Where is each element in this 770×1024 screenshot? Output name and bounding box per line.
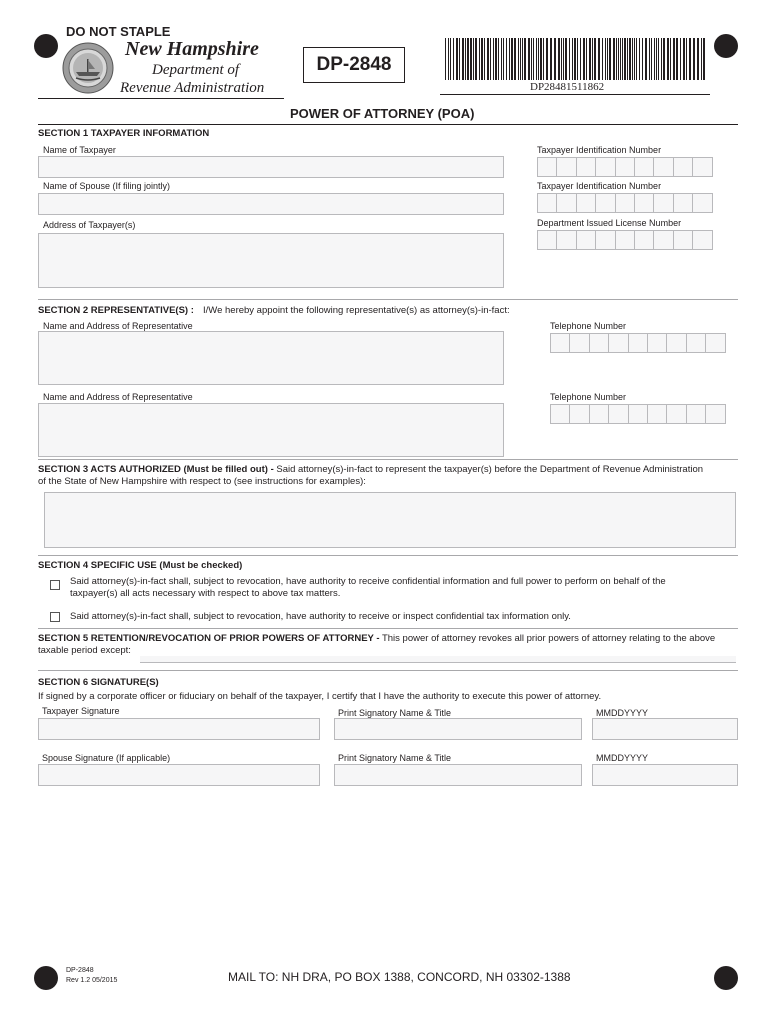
registration-mark-bottom-left [34,966,58,990]
registration-mark-top-right [714,34,738,58]
specific-use-inspect-text: Said attorney(s)-in-fact shall, subject to revocation, have authority to receive or inspect confidential tax information only. [70,611,571,622]
prior-poa-exception-field[interactable] [140,656,736,663]
department-line-1: Department of [152,62,240,78]
section-3-line-1: Said attorney(s)-in-fact to represent the taxpayer(s) before the Department of Revenue Administration [276,464,704,475]
barcode-rule [440,94,710,95]
registration-mark-top-left [34,34,58,58]
rep2-name-address-field[interactable] [38,403,504,457]
section-2-divider [38,459,738,460]
state-seal-icon [62,42,114,94]
barcode [445,38,707,80]
form-number: DP-2848 [316,54,392,75]
taxpayer-name-field[interactable] [38,156,504,178]
section-5-heading: SECTION 5 RETENTION/REVOCATION OF PRIOR POWERS OF ATTORNEY - [38,633,380,644]
address-label: Address of Taxpayer(s) [43,220,136,230]
print-name-2-label: Print Signatory Name & Title [338,753,452,763]
specific-use-full-checkbox[interactable] [50,580,60,590]
acts-authorized-field[interactable] [44,492,736,548]
spouse-tin-label: Taxpayer Identification Number [537,181,662,191]
taxpayer-tin-field[interactable] [537,157,712,177]
print-name-1-label: Print Signatory Name & Title [338,708,452,718]
spouse-name-label: Name of Spouse (If filing jointly) [43,181,171,191]
print-name-1-field[interactable] [334,718,582,740]
option-1-line-2: taxpayer(s) all acts necessary with respect to above tax matters. [70,588,341,599]
print-name-2-field[interactable] [334,764,582,786]
taxpayer-name-label: Name of Taxpayer [43,145,116,155]
section-3-heading: SECTION 3 ACTS AUTHORIZED (Must be filled out) - [38,464,274,475]
rep1-phone-field[interactable] [550,333,725,353]
section-2-heading: SECTION 2 REPRESENTATIVE(S) : [38,305,194,316]
footer-revision: Rev 1.2 05/2015 [66,977,118,984]
spouse-tin-field[interactable] [537,193,712,213]
section-5-divider [38,670,738,671]
taxpayer-signature-label: Taxpayer Signature [42,706,120,716]
department-line-2: Revenue Administration [120,80,265,96]
date-1-field[interactable] [592,718,738,740]
date-2-field[interactable] [592,764,738,786]
section-6-heading: SECTION 6 SIGNATURE(S) [38,677,159,688]
state-name: New Hampshire [125,38,259,60]
section-1-heading: SECTION 1 TAXPAYER INFORMATION [38,128,210,139]
date-2-label: MMDDYYYY [596,753,649,763]
address-field[interactable] [38,233,504,288]
mail-to-address: MAIL TO: NH DRA, PO BOX 1388, CONCORD, NH 03302-1388 [228,970,571,984]
section-4-heading: SECTION 4 SPECIFIC USE (Must be checked) [38,560,243,571]
rep1-label: Name and Address of Representative [43,321,193,331]
title-rule [38,124,738,125]
form-title: POWER OF ATTORNEY (POA) [290,106,475,121]
rep1-name-address-field[interactable] [38,331,504,385]
license-number-label: Department Issued License Number [537,218,682,228]
section-3-text [38,464,743,488]
spouse-name-field[interactable] [38,193,504,215]
rep2-phone-field[interactable] [550,404,725,424]
registration-mark-bottom-right [714,966,738,990]
rep1-phone-label: Telephone Number [550,321,627,331]
header-rule [38,98,284,99]
taxpayer-signature-field[interactable] [38,718,320,740]
barcode-number: DP28481511862 [530,81,605,93]
section-5-line-1: This power of attorney revokes all prior powers of attorney relating to the above [381,633,716,644]
specific-use-inspect-checkbox[interactable] [50,612,60,622]
section-5-text [38,633,743,657]
specific-use-full-text [70,576,740,600]
section-6-certify: If signed by a corporate officer or fiduciary on behalf of the taxpayer, I certify that I have the authority to execute this power of attorney. [38,691,602,702]
license-number-field[interactable] [537,230,712,250]
section-3-divider [38,555,738,556]
form-number-box [303,47,405,83]
section-1-divider [38,299,738,300]
date-1-label: MMDDYYYY [596,708,649,718]
rep2-label: Name and Address of Representative [43,392,193,402]
option-1-line-1: Said attorney(s)-in-fact shall, subject to revocation, have authority to receive confidential information and full power to perform on behalf of the [70,576,666,587]
section-5-line-2: taxable period except: [38,645,131,656]
taxpayer-tin-label: Taxpayer Identification Number [537,145,662,155]
do-not-staple-notice: DO NOT STAPLE [66,24,171,39]
spouse-signature-label: Spouse Signature (If applicable) [42,753,171,763]
section-2-intro: I/We hereby appoint the following representative(s) as attorney(s)-in-fact: [203,305,510,316]
spouse-signature-field[interactable] [38,764,320,786]
rep2-phone-label: Telephone Number [550,392,627,402]
section-3-line-2: of the State of New Hampshire with respect to (see instructions for examples): [38,476,366,487]
section-4-divider [38,628,738,629]
footer-form-id: DP-2848 [66,967,94,974]
